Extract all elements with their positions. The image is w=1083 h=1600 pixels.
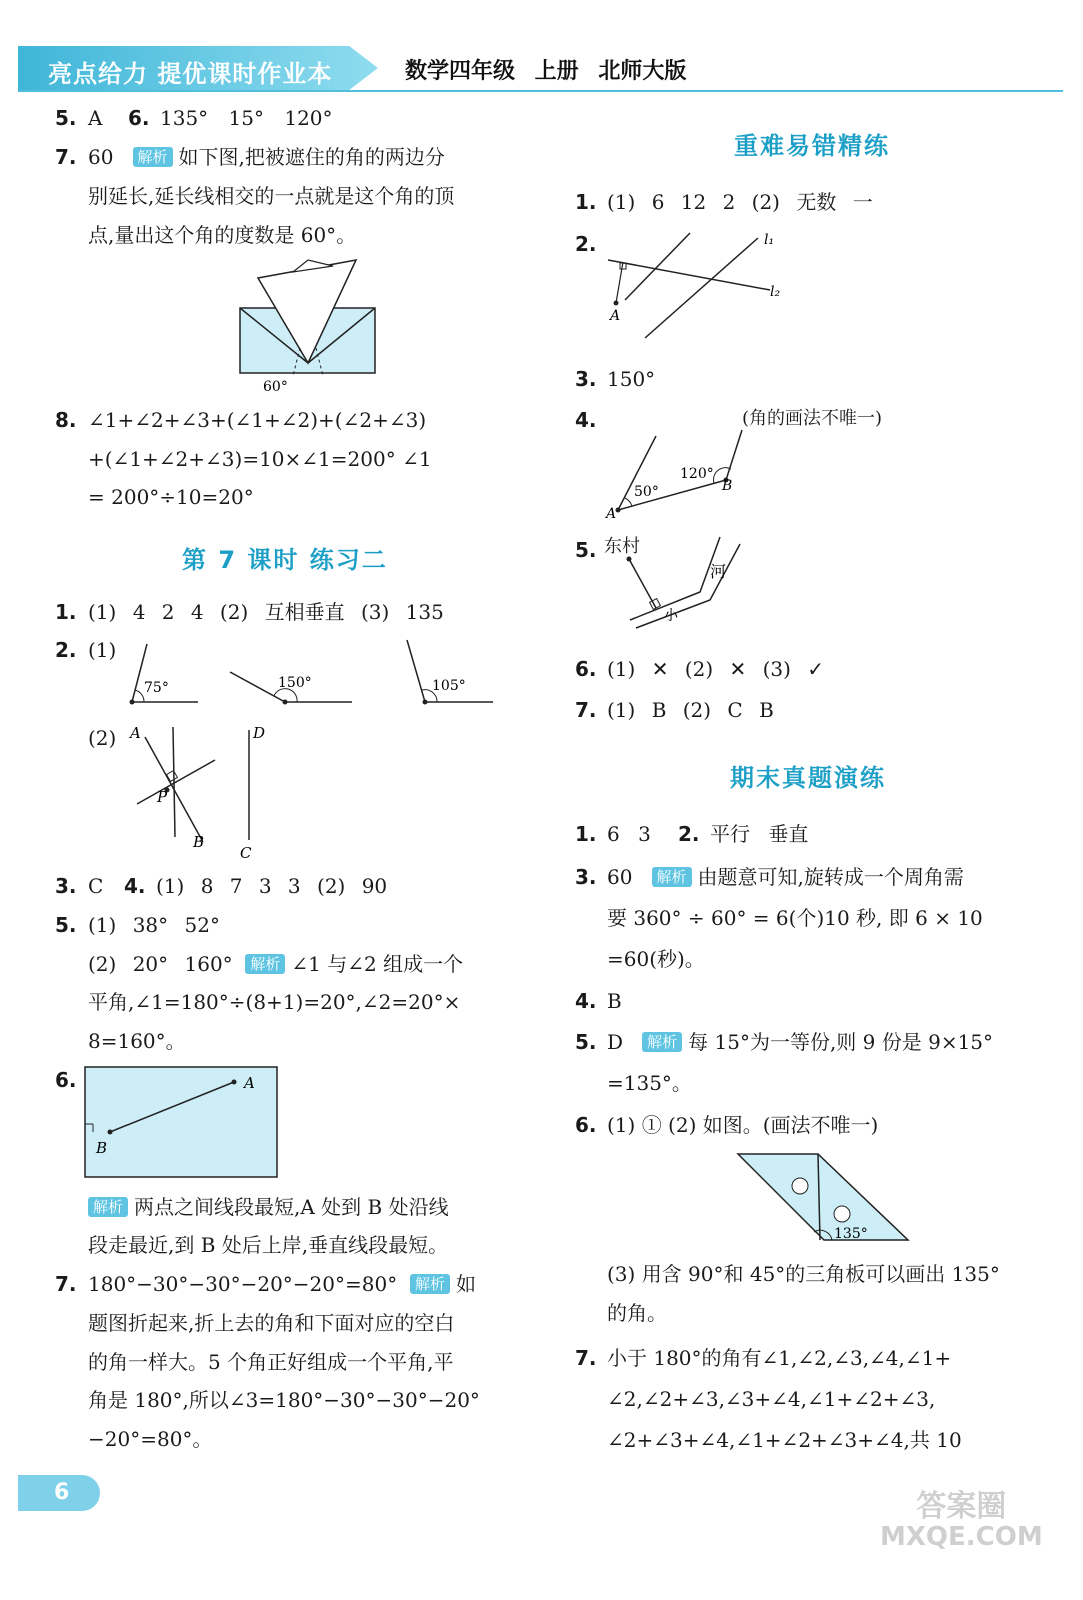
r6-answer: (1) ✕ (2) ✕ (3) ✓ xyxy=(607,657,825,681)
e2-number: 2. xyxy=(678,822,700,846)
r5-number: 5. xyxy=(575,538,597,562)
analysis-tag: 解析 xyxy=(88,1197,128,1217)
l2-label-A: A xyxy=(130,724,141,742)
section-title-exam: 期末真题演练 xyxy=(730,764,886,792)
r4-angle-figure xyxy=(600,428,760,520)
r4-angle1: 50° xyxy=(634,484,659,500)
l4-number: 4. xyxy=(124,874,146,898)
l6-label-B: B xyxy=(96,1139,108,1157)
r4-note: (角的画法不唯一) xyxy=(742,408,883,429)
l7-text1: 如 xyxy=(455,1272,476,1296)
q7-figure-label: 60° xyxy=(263,379,288,395)
q5-number: 5. xyxy=(55,106,77,130)
l2-label-P: P xyxy=(157,788,168,806)
q7-number: 7. xyxy=(55,145,77,169)
e5-answer: D xyxy=(607,1030,624,1054)
e2-answer: 平行 垂直 xyxy=(710,822,809,846)
watermark xyxy=(880,1490,1043,1552)
l7-line4: 角是 180°,所以∠3=180°−30°−30°−20° xyxy=(88,1388,480,1412)
e7-line3: ∠2+∠3+∠4,∠1+∠2+∠3+∠4,共 10 xyxy=(607,1428,962,1452)
l2-angle1: 75° xyxy=(144,680,169,696)
e6-triangle-figure xyxy=(736,1152,916,1244)
l2-angle2: 150° xyxy=(278,675,312,691)
e3-line3: =60(秒)。 xyxy=(607,947,705,971)
l7-line3: 的角一样大。5 个角正好组成一个平角,平 xyxy=(88,1350,454,1374)
q7-line1: 如下图,把被遮住的角的两边分 xyxy=(178,145,445,169)
l2-number: 2. xyxy=(55,638,77,662)
q7-line2: 别延长,延长线相交的一点就是这个角的顶 xyxy=(88,184,455,208)
l7-line2: 题图折起来,折上去的角和下面对应的空白 xyxy=(88,1311,455,1335)
e5-line2: =135°。 xyxy=(607,1071,692,1095)
e3-text1: 由题意可知,旋转成一个周角需 xyxy=(697,865,964,889)
e3-line1 xyxy=(607,865,964,889)
r4-label-A: A xyxy=(606,506,617,522)
l4-answer: (1) 8 7 3 3 (2) 90 xyxy=(156,874,388,898)
e7-line2: ∠2,∠2+∠3,∠3+∠4,∠1+∠2+∠3, xyxy=(607,1387,936,1411)
l7-answer: 180°−30°−30°−20°−20°=80° xyxy=(88,1272,398,1296)
e6-answer: (1) ① (2) 如图。(画法不唯一) xyxy=(607,1113,879,1137)
book-subtitle: 数学四年级 上册 北师大版 xyxy=(405,59,687,84)
e7-line1: 小于 180°的角有∠1,∠2,∠3,∠4,∠1+ xyxy=(607,1346,952,1370)
q8-line1: ∠1+∠2+∠3+(∠1+∠2)+(∠2+∠3) xyxy=(88,408,427,432)
watermark-line2: MXQE.COM xyxy=(880,1522,1043,1552)
q5-answer: A xyxy=(88,106,103,130)
watermark-line1: 答案圈 xyxy=(916,1489,1007,1524)
r1-answer: (1) 6 12 2 (2) 无数 一 xyxy=(607,190,873,214)
analysis-tag: 解析 xyxy=(410,1274,450,1294)
e7-number: 7. xyxy=(575,1346,597,1370)
r5-river-figure xyxy=(620,532,760,632)
e5-line1 xyxy=(607,1030,993,1054)
l5-part1: (1) 38° 52° xyxy=(88,913,220,937)
e6-number: 6. xyxy=(575,1113,597,1137)
l2-angle-figures xyxy=(120,632,500,712)
r2-label-l1: l₁ xyxy=(764,232,775,248)
analysis-tag: 解析 xyxy=(133,147,173,167)
r2-parallel-figure xyxy=(600,228,800,352)
l5-line1: ∠1 与∠2 组成一个 xyxy=(291,952,464,976)
analysis-tag: 解析 xyxy=(245,954,285,974)
e3-line2: 要 360° ÷ 60° = 6(个)10 秒, 即 6 × 10 xyxy=(607,906,983,930)
q6-answer: 135° 15° 120° xyxy=(160,106,333,130)
l2-part1-label: (1) xyxy=(88,638,117,662)
l1-number: 1. xyxy=(55,600,77,624)
r1-number: 1. xyxy=(575,190,597,214)
r4-angle2: 120° xyxy=(680,466,714,482)
r3-number: 3. xyxy=(575,367,597,391)
analysis-tag: 解析 xyxy=(642,1032,682,1052)
r7-number: 7. xyxy=(575,698,597,722)
l5-number: 5. xyxy=(55,913,77,937)
l6-line1 xyxy=(88,1195,449,1219)
r2-label-l2: l₂ xyxy=(770,284,781,300)
analysis-tag: 解析 xyxy=(652,867,692,887)
l6-river-figure xyxy=(84,1066,280,1180)
q7-answer xyxy=(88,145,445,169)
l3-answer: C xyxy=(88,874,104,898)
r4-number: 4. xyxy=(575,408,597,432)
l2-perpendicular-figure xyxy=(125,722,285,862)
book-title: 亮点给力 提优课时作业本 xyxy=(48,60,333,88)
l1-answer: (1) 4 2 4 (2) 互相垂直 (3) 135 xyxy=(88,600,444,624)
e5-text1: 每 15°为一等份,则 9 份是 9×15° xyxy=(688,1030,994,1054)
l2-part2-label: (2) xyxy=(88,726,117,750)
r4-label-B: B xyxy=(722,478,733,494)
l7-line1 xyxy=(88,1272,476,1296)
l6-label-A: A xyxy=(244,1074,255,1092)
section-title-hard: 重难易错精练 xyxy=(734,132,890,160)
q7-envelope-figure xyxy=(238,258,388,398)
e6-line3a: (3) 用含 90°和 45°的三角板可以画出 135° xyxy=(607,1262,1000,1286)
e3-number: 3. xyxy=(575,865,597,889)
l6-number: 6. xyxy=(55,1068,77,1092)
q7-line3: 点,量出这个角的度数是 60°。 xyxy=(88,223,357,247)
l2-label-B: B xyxy=(193,833,205,851)
page-number: 6 xyxy=(18,1475,100,1511)
r5-small-label: 小 xyxy=(664,608,678,624)
l2-label-D: D xyxy=(253,724,266,742)
l6-line2: 段走最近,到 B 处后上岸,垂直线段最短。 xyxy=(88,1233,449,1257)
l7-line5: −20°=80°。 xyxy=(88,1427,213,1451)
r3-answer: 150° xyxy=(607,367,656,391)
l5-part2-answer: (2) 20° 160° xyxy=(88,952,233,976)
l7-number: 7. xyxy=(55,1272,77,1296)
r2-number: 2. xyxy=(575,232,597,256)
e6-figure-label: 135° xyxy=(834,1226,868,1242)
l6-text1: 两点之间线段最短,A 处到 B 处沿线 xyxy=(134,1195,449,1219)
header-divider xyxy=(18,90,1063,92)
lesson-title: 第 7 课时 练习二 xyxy=(182,546,388,574)
r7-answer: (1) B (2) C B xyxy=(607,698,774,722)
e3-answer: 60 xyxy=(607,865,633,889)
r5-river-label: 河 xyxy=(710,562,727,581)
q6-number: 6. xyxy=(128,106,150,130)
r5-village: 东村 xyxy=(604,536,640,557)
e5-number: 5. xyxy=(575,1030,597,1054)
q8-line3: = 200°÷10=20° xyxy=(88,485,254,509)
r2-label-A: A xyxy=(610,308,621,324)
l2-label-C: C xyxy=(240,844,252,862)
e4-answer: B xyxy=(607,989,622,1013)
q7-value: 60 xyxy=(88,145,114,169)
q8-line2: +(∠1+∠2+∠3)=10×∠1=200° ∠1 xyxy=(88,447,432,471)
l5-part2 xyxy=(88,952,463,976)
l5-line2: 平角,∠1=180°÷(8+1)=20°,∠2=20°× xyxy=(88,990,461,1014)
e1-answer: 6 3 xyxy=(607,822,651,846)
e4-number: 4. xyxy=(575,989,597,1013)
l2-angle3: 105° xyxy=(432,678,466,694)
e1-number: 1. xyxy=(575,822,597,846)
e6-line3b: 的角。 xyxy=(607,1301,667,1325)
q8-number: 8. xyxy=(55,408,77,432)
l3-number: 3. xyxy=(55,874,77,898)
r6-number: 6. xyxy=(575,657,597,681)
l5-line3: 8=160°。 xyxy=(88,1029,186,1053)
